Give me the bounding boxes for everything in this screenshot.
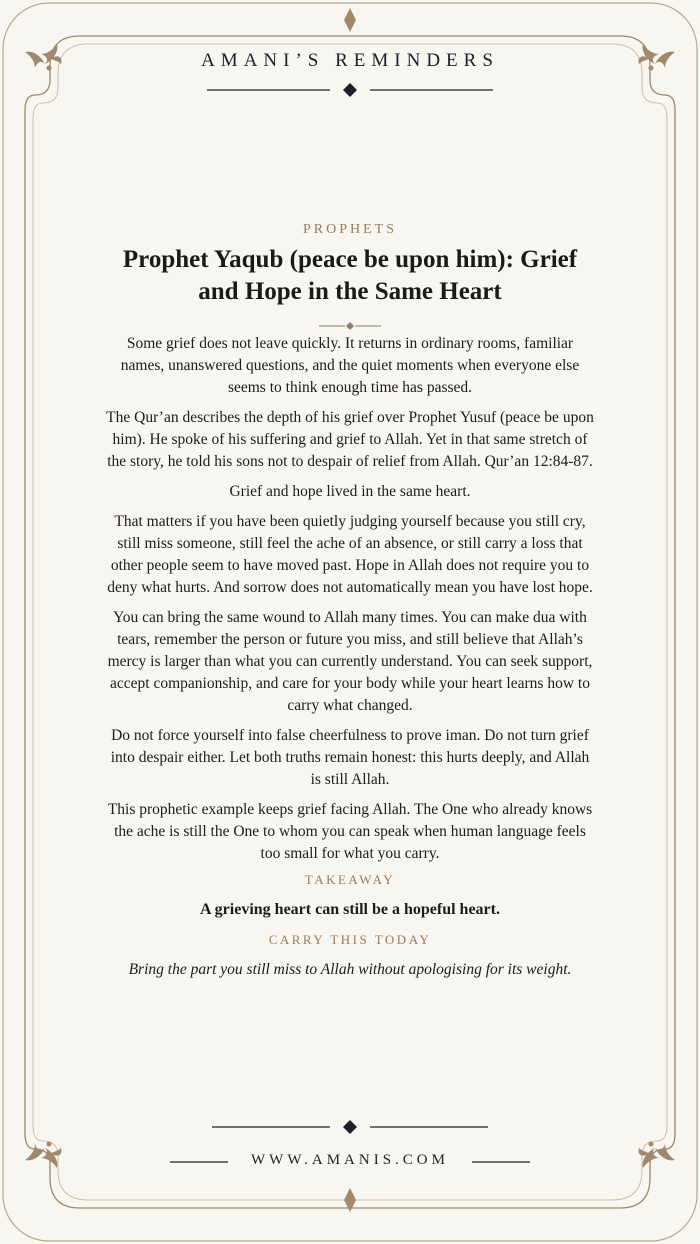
body-paragraph: Some grief does not leave quickly. It returns in ordinary rooms, familiar names, unanswered questions, and the quiet moments when everyone else seems to think enough time has passed.: [120, 335, 580, 396]
header-divider: [207, 83, 493, 97]
body-paragraph: Do not force yourself into false cheerfulness to prove iman. Do not turn grief into despair either. Let both truths remain honest: this hurts deeply, and Allah is still Allah.: [110, 727, 590, 788]
category-label: PROPHETS: [302, 222, 398, 237]
body-paragraph: The Qur’an describes the depth of his grief over Prophet Yusuf (peace be upon him). He spoke of his suffering and grief to Allah. Yet in that same stretch of the story, he told his sons not to despair of relief from Allah. Qur’an 12:84-87.: [106, 409, 594, 470]
article-body: [104, 333, 596, 989]
takeaway-text: A grieving heart can still be a hopeful heart.: [200, 901, 500, 918]
body-paragraph: This prophetic example keeps grief facing Allah. The One who already knows the ache is still the One to whom you can speak when human language feels too small for what you carry.: [107, 801, 593, 862]
body-paragraph: Grief and hope lived in the same heart.: [229, 483, 471, 500]
brand-title: AMANI’S REMINDERS: [201, 50, 499, 71]
takeaway-label: TAKEAWAY: [304, 872, 396, 887]
body-paragraph: You can bring the same wound to Allah many times. You can make dua with tears, remember the person or future you miss, and still believe that Allah’s mercy is larger than what you can currently understand. You can seek support, accept companionship, and care for your body while your heart learns how to carry what changed.: [107, 609, 593, 714]
title-divider-ornament: [305, 318, 395, 334]
article-header: [100, 222, 600, 346]
carry-label: CARRY THIS TODAY: [268, 932, 432, 947]
top-diamond-ornament: [344, 8, 356, 32]
carry-text: Bring the part you still miss to Allah without apologising for its weight.: [128, 961, 572, 978]
website-link[interactable]: WWW.AMANIS.COM: [251, 1152, 449, 1168]
body-paragraph: That matters if you have been quietly judging yourself because you still cry, still miss someone, still feel the ache of an absence, or still carry a loss that other people seem to have moved past. Hope in Allah does not require you to deny what hurts. And sorrow does not automatically mean you have lost hope.: [107, 513, 593, 596]
article-title: Prophet Yaqub (peace be upon him): Grief and Hope in the Same Heart: [122, 246, 578, 305]
